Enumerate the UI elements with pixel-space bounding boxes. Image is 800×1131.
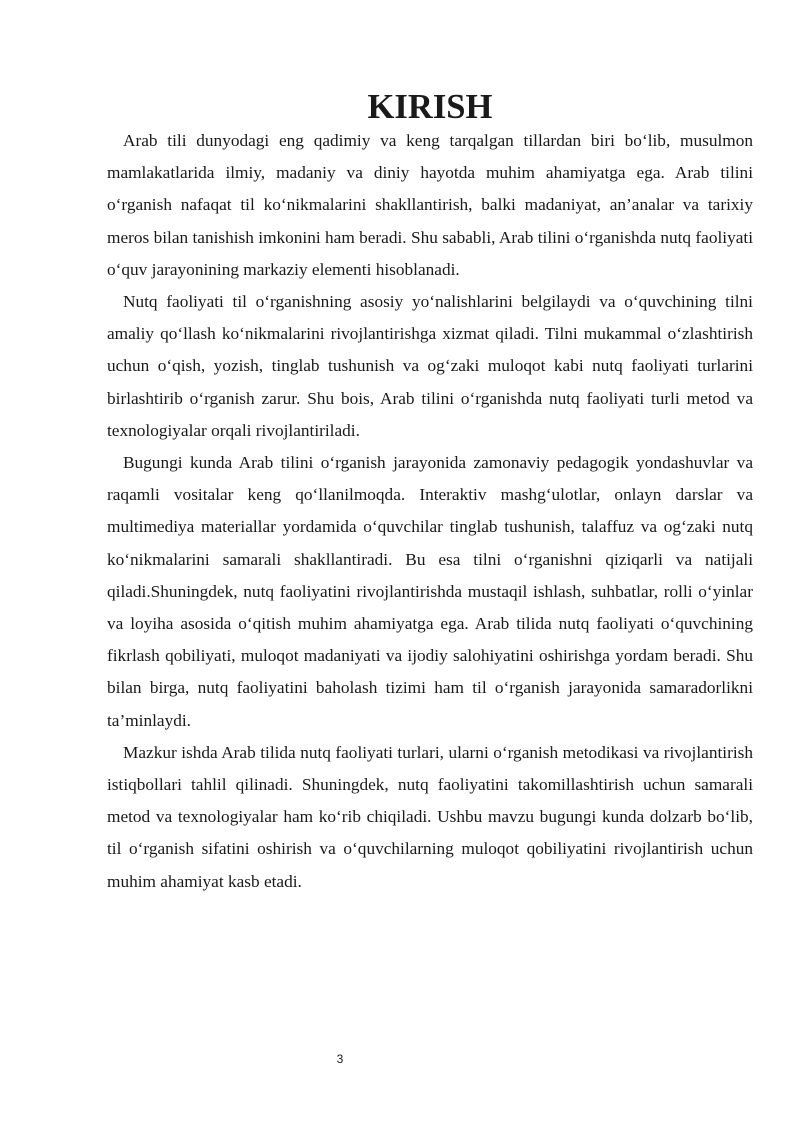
paragraph-1: Arab tili dunyodagi eng qadimiy va keng tarqalgan tillardan biri bo‘lib, musulmon mamlakatlarida ilmiy, madaniy va diniy hayotda muhim ahamiyatga ega. Arab tilini o‘rganish nafaqat til ko‘nikmalarini shakllantirish, balki madaniyat, an’analar va tarixiy meros bilan tanishish imkonini ham beradi. Shu sababli, Arab tilini o‘rganishda nutq faoliyati o‘quv jarayonining markaziy elementi hisoblanadi. (107, 131, 753, 279)
section-title: KIRISH (367, 88, 493, 126)
paragraph-2: Nutq faoliyati til o‘rganishning asosiy yo‘nalishlarini belgilaydi va o‘quvchining tilni amaliy qo‘llash ko‘nikmalarini rivojlantirishga xizmat qiladi. Tilni mukammal o‘zlashtirish uchun o‘qish, yozish, tinglab tushunish va og‘zaki muloqot kabi nutq faoliyati turlarini birlashtirib o‘rganish zarur. Shu bois, Arab tilini o‘rganishda nutq faoliyati turli metod va texnologiyalar orqali rivojlantiriladi. (107, 292, 753, 440)
document-body (107, 88, 753, 898)
paragraph-3: Bugungi kunda Arab tilini o‘rganish jarayonida zamonaviy pedagogik yondashuvlar va raqamli vositalar keng qo‘llanilmoqda. Interaktiv mashg‘ulotlar, onlayn darslar va multimediya materiallar yordamida o‘quvchilar tinglab tushunish, talaffuz va og‘zaki nutq ko‘nikmalarini samarali shakllantiradi. Bu esa tilni o‘rganishni qiziqarli va natijali qiladi.Shuningdek, nutq faoliyatini rivojlantirishda mustaqil ishlash, suhbatlar, rolli o‘yinlar va loyiha asosida o‘qitish muhim ahamiyatga ega. Arab tilida nutq faoliyati o‘quvchining fikrlash qobiliyati, muloqot madaniyati va ijodiy salohiyatini oshirishga yordam beradi. Shu bilan birga, nutq faoliyatini baholash tizimi ham til o‘rganish jarayonida samaradorlikni ta’minlaydi. (107, 453, 753, 730)
paragraph-4: Mazkur ishda Arab tilida nutq faoliyati turlari, ularni o‘rganish metodikasi va rivojlantirish istiqbollari tahlil qilinadi. Shuningdek, nutq faoliyatini takomillashtirish uchun samarali metod va texnologiyalar ham ko‘rib chiqiladi. Ushbu mavzu bugungi kunda dolzarb bo‘lib, til o‘rganish sifatini oshirish va o‘quvchilarning muloqot qobiliyatini rivojlantirish uchun muhim ahamiyat kasb etadi. (107, 742, 753, 891)
page-number: 3 (336, 1052, 344, 1066)
